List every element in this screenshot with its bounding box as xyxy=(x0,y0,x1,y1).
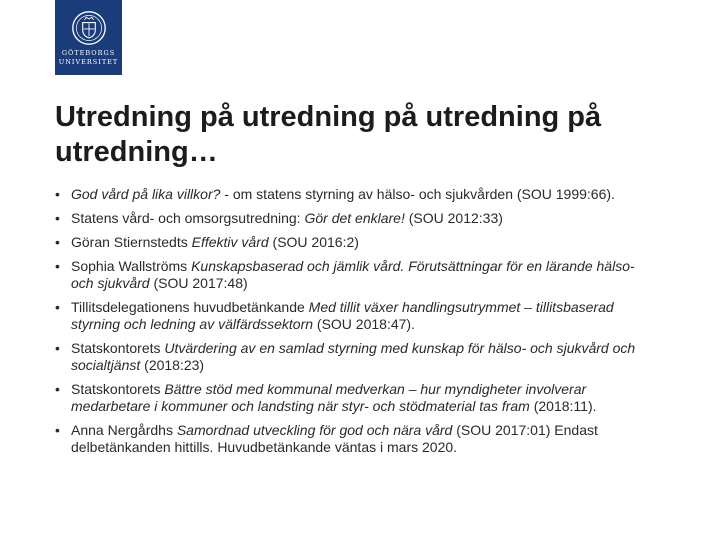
bullet-text: Sophia Wallströms xyxy=(71,258,192,274)
bullet-item xyxy=(55,186,655,203)
bullet-text: - om statens styrning av hälso- och sjukvården (SOU 1999:66). xyxy=(220,186,615,202)
bullet-list xyxy=(55,186,655,463)
bullet-italic-text: Bättre stöd med kommunal medverkan – hur myndigheter involverar medarbetare i kommuner och landsting när styr- och stödmaterial tas fram xyxy=(71,381,587,414)
university-logo xyxy=(55,0,122,75)
bullet-italic-text: Gör det enklare! xyxy=(304,210,405,226)
logo-text-line-2: UNIVERSITET xyxy=(58,58,119,66)
bullet-text: (SOU 2012:33) xyxy=(404,210,503,226)
bullet-item xyxy=(55,210,655,227)
slide-title: Utredning på utredning på utredning på utredning… xyxy=(55,101,602,168)
bullet-item xyxy=(55,258,655,292)
bullet-item xyxy=(55,234,655,251)
bullet-item xyxy=(55,340,655,374)
bullet-text: (2018:11). xyxy=(529,398,597,414)
bullet-italic-text: Kunskapsbaserad och jämlik vård. Förutsättningar för en lärande hälso- och sjukvård xyxy=(71,258,635,291)
bullet-item xyxy=(55,422,655,456)
bullet-item xyxy=(55,299,655,333)
bullet-text: Statens vård- och omsorgsutredning: xyxy=(71,210,305,226)
bullet-item xyxy=(55,381,655,415)
bullet-text: Göran Stiernstedts xyxy=(71,234,192,250)
bullet-italic-text: God vård på lika villkor? xyxy=(71,186,221,202)
bullet-text: (SOU 2017:01) Endast delbetänkanden hittills. Huvudbetänkande väntas i mars 2020. xyxy=(71,422,598,455)
bullet-text: (SOU 2016:2) xyxy=(268,234,359,250)
university-seal-icon xyxy=(71,10,107,46)
bullet-text: (2018:23) xyxy=(140,357,205,373)
bullet-text: (SOU 2017:48) xyxy=(149,275,248,291)
bullet-italic-text: Utvärdering av en samlad styrning med kunskap för hälso- och sjukvård och socialtjänst xyxy=(71,340,636,373)
bullet-italic-text: Effektiv vård xyxy=(191,234,269,250)
bullet-italic-text: Med tillit växer handlingsutrymmet – tillitsbaserad styrning och ledning av välfärdssektorn xyxy=(71,299,614,332)
bullet-italic-text: Samordnad utveckling för god och nära vård xyxy=(176,422,453,438)
bullet-text: Statskontorets xyxy=(71,381,165,397)
bullet-text: (SOU 2018:47). xyxy=(313,316,415,332)
logo-text-line-1: GÖTEBORGS xyxy=(61,49,116,57)
bullet-text: Tillitsdelegationens huvudbetänkande xyxy=(71,299,309,315)
bullet-text: Anna Nergårdhs xyxy=(71,422,177,438)
bullet-text: Statskontorets xyxy=(71,340,165,356)
